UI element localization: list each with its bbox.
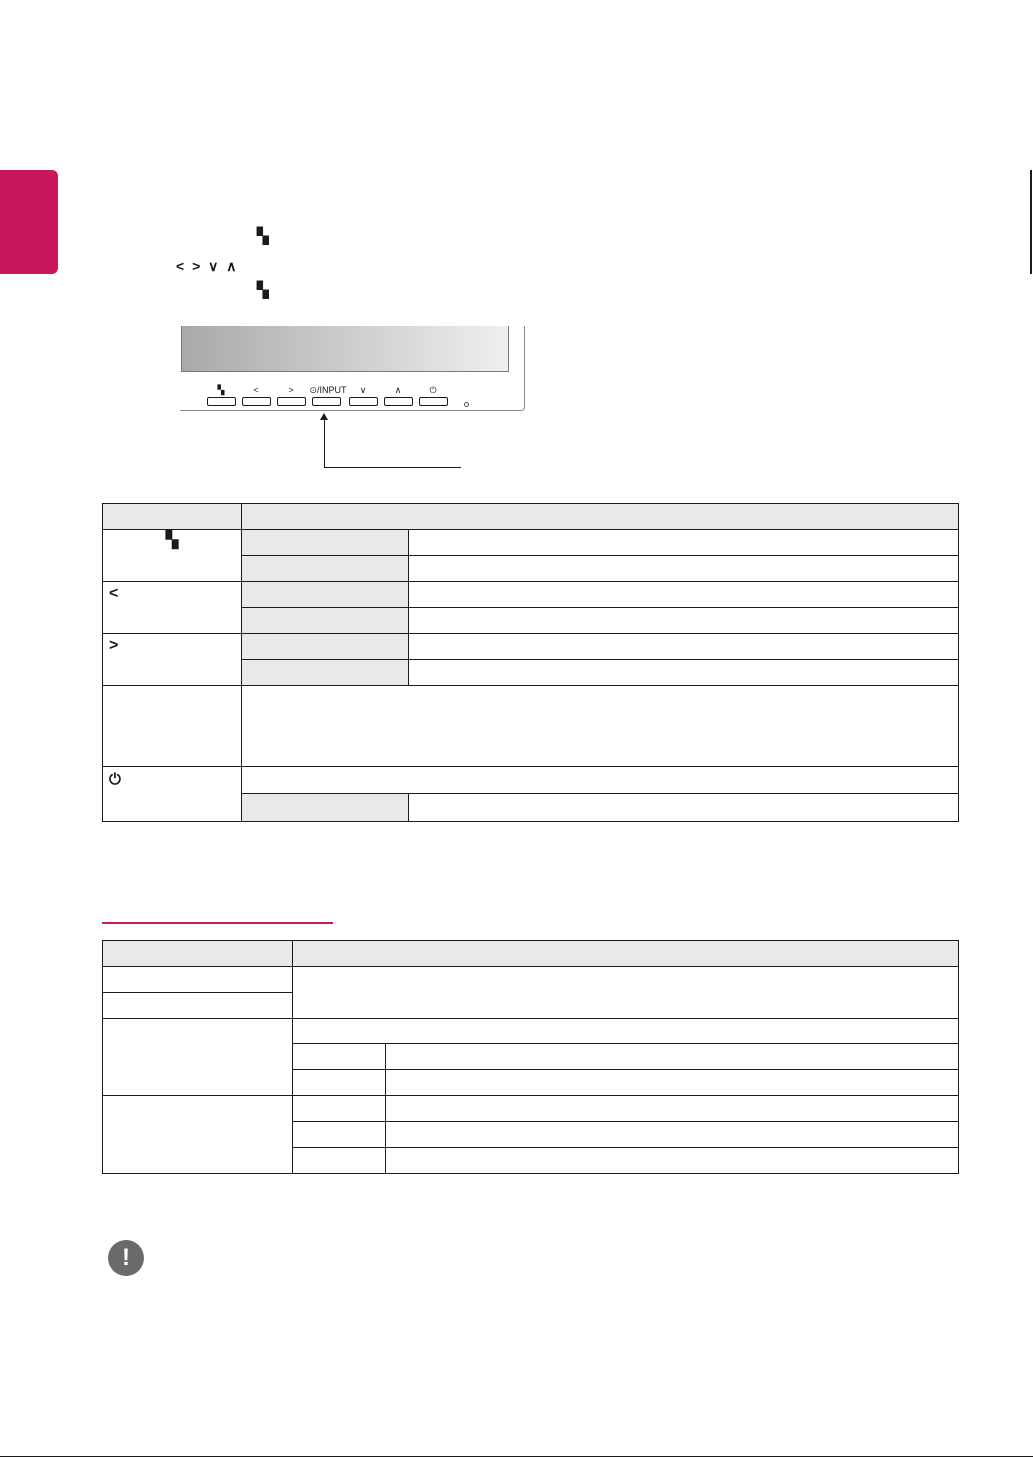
input-button-cell — [103, 686, 242, 767]
table-row — [103, 686, 959, 767]
table-cell — [386, 1096, 959, 1122]
table-cell — [242, 767, 959, 794]
power-led — [464, 402, 469, 407]
callout-line-horizontal — [324, 467, 461, 468]
table-cell — [242, 794, 409, 822]
table-cell — [242, 530, 409, 556]
table-row — [103, 1096, 959, 1122]
table-cell — [409, 634, 959, 660]
table-cell — [293, 1070, 386, 1096]
hw-down-label: ∨ — [359, 385, 367, 395]
hw-up-label: ∧ — [394, 385, 402, 395]
table-cell — [242, 608, 409, 634]
step2-navigation-icons: < > ∨ ∧ — [176, 258, 239, 274]
hw-left-button[interactable] — [242, 397, 271, 406]
table-cell — [409, 582, 959, 608]
page-edge-rule — [1030, 170, 1032, 274]
hw-menu-button[interactable] — [207, 397, 236, 406]
header-cell — [293, 941, 959, 967]
table-cell — [293, 1148, 386, 1174]
table-cell — [242, 556, 409, 582]
table-cell — [386, 1070, 959, 1096]
chevron-left-icon: < — [109, 585, 119, 602]
table-header-row — [103, 504, 959, 530]
section-heading-underline — [102, 922, 333, 924]
hw-input-label: ⊙/INPUT — [309, 385, 347, 395]
table-cell — [409, 608, 959, 634]
table-cell — [103, 993, 293, 1019]
button-function-table — [102, 503, 959, 822]
table-row — [103, 1019, 959, 1044]
left-button-cell — [103, 582, 242, 634]
table-row — [103, 634, 959, 660]
power-icon: ⏻ — [109, 771, 121, 788]
hw-down-button[interactable] — [349, 397, 378, 406]
table-cell — [293, 967, 959, 1019]
power-button-cell — [103, 767, 242, 822]
note-exclamation-icon: ! — [108, 1240, 144, 1276]
table-cell — [386, 1148, 959, 1174]
callout-line-vertical — [324, 418, 325, 468]
right-button-cell — [103, 634, 242, 686]
table-cell — [409, 794, 959, 822]
table-row — [103, 530, 959, 556]
hw-up-button[interactable] — [384, 397, 413, 406]
header-cell — [103, 941, 293, 967]
language-side-tab — [0, 170, 58, 274]
table-cell — [409, 556, 959, 582]
hw-power-button[interactable] — [419, 397, 448, 406]
hw-power-label: ⏻ — [429, 385, 437, 395]
chevron-right-icon: > — [109, 637, 119, 654]
hw-input-button[interactable] — [312, 397, 341, 406]
settings-table — [102, 940, 959, 1174]
hw-left-label: < — [253, 385, 259, 395]
table-cell — [293, 1096, 386, 1122]
header-cell — [242, 504, 959, 530]
hw-menu-label: ▚ — [217, 385, 225, 395]
table-cell — [293, 1044, 386, 1070]
table-cell — [293, 1019, 959, 1044]
table-cell — [293, 1122, 386, 1148]
step1-menu-icon: ▚ — [257, 228, 269, 245]
table-header-row — [103, 941, 959, 967]
table-cell — [242, 582, 409, 608]
monitor-screen-illustration — [181, 326, 509, 372]
table-cell — [242, 634, 409, 660]
menu-icon: ▚ — [165, 532, 179, 549]
table-cell — [103, 1019, 293, 1096]
table-row — [103, 582, 959, 608]
table-row — [103, 767, 959, 794]
table-cell — [409, 530, 959, 556]
table-row — [103, 967, 959, 993]
page-bottom-rule — [0, 1456, 1033, 1457]
table-cell — [386, 1044, 959, 1070]
step3-menu-icon: ▚ — [257, 282, 269, 299]
header-cell — [103, 504, 242, 530]
menu-button-cell — [103, 530, 242, 582]
table-cell — [103, 967, 293, 993]
hw-right-label: > — [288, 385, 294, 395]
table-cell — [242, 686, 959, 767]
hw-right-button[interactable] — [277, 397, 306, 406]
table-cell — [386, 1122, 959, 1148]
table-cell — [409, 660, 959, 686]
table-cell — [103, 1096, 293, 1174]
table-cell — [242, 660, 409, 686]
